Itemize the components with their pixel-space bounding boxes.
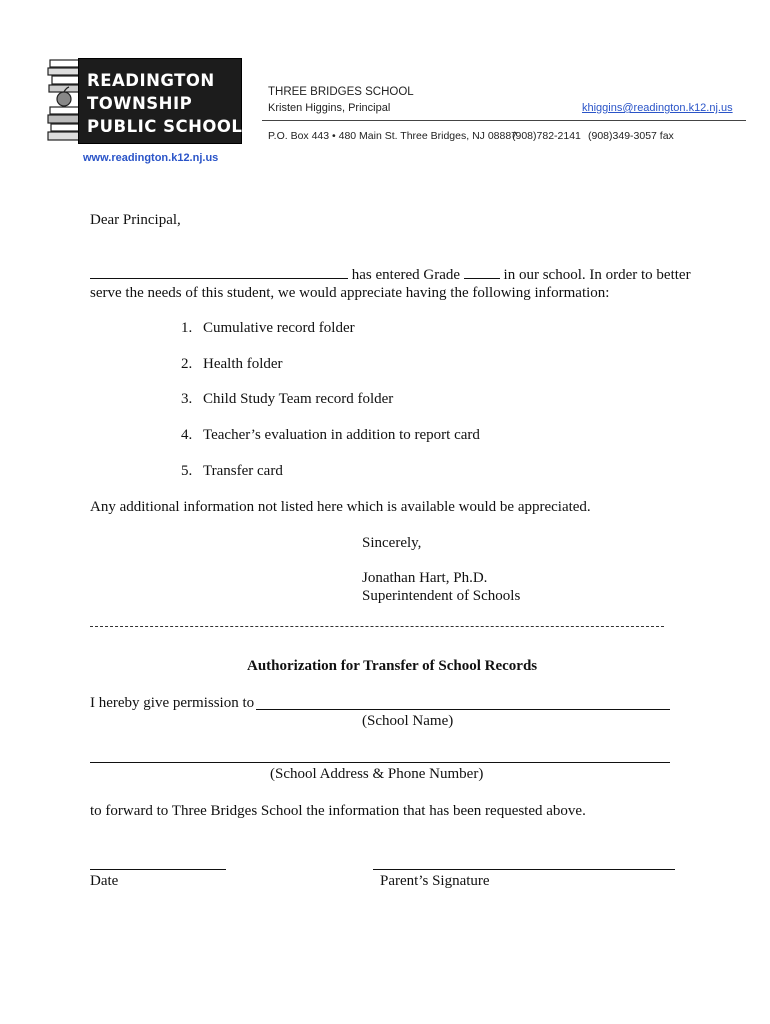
- salutation: Dear Principal,: [90, 212, 181, 228]
- closing-note: Any additional information not listed here which is available would be appreciated.: [90, 499, 591, 515]
- list-item-text: Transfer card: [203, 463, 283, 479]
- date-field[interactable]: [90, 869, 226, 870]
- sign-off: Sincerely,: [362, 535, 422, 551]
- intro-text-2: in our school. In order to better: [503, 267, 691, 283]
- school-address: P.O. Box 443 • 480 Main St. Three Bridges, NJ 08887: [268, 130, 518, 142]
- parent-signature-label: Parent’s Signature: [380, 873, 490, 889]
- list-item: [181, 391, 393, 408]
- header-divider: [262, 120, 746, 121]
- intro-text-1: has entered Grade: [351, 267, 461, 283]
- list-item-number: 1.: [181, 320, 193, 336]
- parent-signature-field[interactable]: [373, 869, 675, 870]
- list-item-text: Health folder: [203, 356, 283, 372]
- list-item-text: Child Study Team record folder: [203, 391, 394, 407]
- principal-email-link[interactable]: khiggins@readington.k12.nj.us: [582, 102, 733, 114]
- student-name-blank[interactable]: [90, 266, 348, 279]
- list-item-text: Teacher’s evaluation in addition to report card: [203, 427, 480, 443]
- school-phone: (908)782-2141: [512, 130, 581, 142]
- school-address-label: (School Address & Phone Number): [270, 766, 484, 782]
- signer-title: Superintendent of Schools: [362, 588, 521, 604]
- school-name-field[interactable]: [256, 709, 670, 710]
- principal-name: Kristen Higgins, Principal: [268, 102, 391, 114]
- list-item-number: 2.: [181, 356, 193, 372]
- school-name-label: (School Name): [362, 713, 454, 729]
- grade-blank[interactable]: [464, 266, 500, 279]
- intro-line-1: [90, 266, 691, 284]
- logo-panel: [78, 58, 255, 144]
- school-address-field[interactable]: [90, 762, 670, 763]
- list-item-number: 3.: [181, 391, 193, 407]
- signer-name: Jonathan Hart, Ph.D.: [362, 570, 488, 586]
- list-item: [181, 320, 355, 337]
- logo-line-3: PUBLIC SCHOOLS: [87, 117, 255, 136]
- district-website-link[interactable]: www.readington.k12.nj.us: [83, 152, 219, 164]
- school-fax: (908)349-3057 fax: [588, 130, 674, 142]
- permission-text: I hereby give permission to: [90, 695, 255, 711]
- list-item-number: 5.: [181, 463, 193, 479]
- authorization-title: Authorization for Transfer of School Records: [247, 658, 538, 674]
- logo-line-2: TOWNSHIP: [87, 94, 193, 113]
- district-logo: [46, 52, 255, 148]
- logo-line-1: READINGTON: [87, 71, 215, 90]
- date-label: Date: [90, 873, 119, 889]
- intro-line-2: serve the needs of this student, we would appreciate having the following information:: [90, 285, 610, 301]
- list-item: [181, 356, 283, 373]
- list-item-text: Cumulative record folder: [203, 320, 355, 336]
- list-item: [181, 463, 283, 480]
- list-item-number: 4.: [181, 427, 193, 443]
- school-name: THREE BRIDGES SCHOOL: [268, 86, 414, 98]
- tear-off-divider: [90, 626, 664, 627]
- forward-text: to forward to Three Bridges School the information that has been requested above.: [90, 803, 586, 819]
- list-item: [181, 427, 480, 444]
